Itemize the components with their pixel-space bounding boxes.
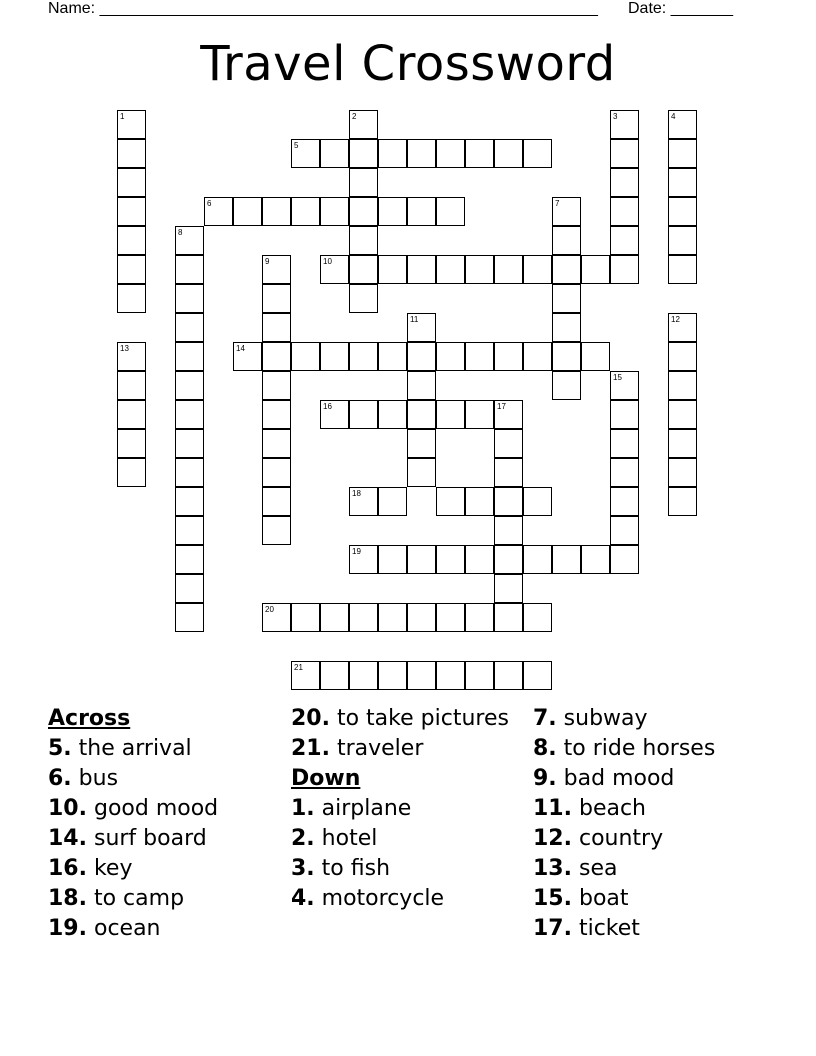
grid-cell[interactable]	[262, 313, 291, 342]
grid-cell[interactable]	[436, 603, 465, 632]
cell-number: 16	[323, 402, 332, 411]
clue-number: 18.	[48, 886, 87, 911]
grid-cell[interactable]	[175, 545, 204, 574]
grid-cell[interactable]	[175, 284, 204, 313]
grid-cell[interactable]	[668, 139, 697, 168]
clue-text: bad mood	[556, 766, 675, 791]
cell-number: 2	[352, 112, 357, 121]
grid-cell[interactable]	[262, 487, 291, 516]
clue-text: country	[571, 826, 664, 851]
grid-cell[interactable]	[610, 226, 639, 255]
grid-cell[interactable]	[494, 139, 523, 168]
grid-cell[interactable]	[494, 400, 523, 429]
clue-text: key	[86, 856, 133, 881]
grid-cell[interactable]	[668, 371, 697, 400]
grid-cell[interactable]	[465, 603, 494, 632]
clue-text: good mood	[86, 796, 219, 821]
clue-text: motorcycle	[314, 886, 445, 911]
grid-cell[interactable]	[262, 371, 291, 400]
clue-item	[291, 884, 527, 914]
grid-cell[interactable]	[581, 255, 610, 284]
grid-cell[interactable]	[175, 371, 204, 400]
grid-cell[interactable]	[523, 255, 552, 284]
cell-number: 15	[613, 373, 622, 382]
grid-cell[interactable]	[175, 574, 204, 603]
grid-cell[interactable]	[117, 139, 146, 168]
grid-cell[interactable]	[465, 545, 494, 574]
grid-cell[interactable]	[610, 400, 639, 429]
grid-cell[interactable]	[610, 458, 639, 487]
grid-cell[interactable]	[320, 603, 349, 632]
clue-number: 4.	[291, 886, 315, 911]
grid-cell[interactable]	[552, 197, 581, 226]
cell-number: 3	[613, 112, 618, 121]
grid-cell[interactable]	[378, 545, 407, 574]
grid-cell[interactable]	[668, 313, 697, 342]
grid-cell[interactable]	[494, 545, 523, 574]
grid-cell[interactable]	[175, 458, 204, 487]
grid-cell[interactable]	[349, 197, 378, 226]
grid-cell[interactable]	[436, 487, 465, 516]
clue-item	[48, 854, 284, 884]
clue-number: 5.	[48, 736, 72, 761]
grid-cell[interactable]	[291, 197, 320, 226]
grid-cell[interactable]	[407, 313, 436, 342]
clue-number: 21.	[291, 736, 330, 761]
grid-cell[interactable]	[349, 139, 378, 168]
grid-cell[interactable]	[233, 197, 262, 226]
clue-number: 12.	[533, 826, 572, 851]
grid-cell[interactable]	[378, 139, 407, 168]
clue-number: 16.	[48, 856, 87, 881]
grid-cell[interactable]	[175, 603, 204, 632]
grid-cell[interactable]	[117, 226, 146, 255]
grid-cell[interactable]	[581, 342, 610, 371]
grid-cell[interactable]	[494, 255, 523, 284]
grid-cell[interactable]	[523, 342, 552, 371]
grid-cell[interactable]	[262, 516, 291, 545]
clue-number: 13.	[533, 856, 572, 881]
grid-cell[interactable]	[494, 458, 523, 487]
grid-cell[interactable]	[494, 661, 523, 690]
grid-cell[interactable]	[668, 400, 697, 429]
clue-item	[533, 854, 769, 884]
cell-number: 11	[410, 315, 419, 324]
clue-item	[48, 914, 284, 944]
grid-cell[interactable]	[668, 255, 697, 284]
name-field-label[interactable]: Name: ________________________________________________________	[48, 0, 598, 17]
grid-cell[interactable]	[175, 429, 204, 458]
grid-cell[interactable]	[494, 603, 523, 632]
cell-number: 19	[352, 547, 361, 556]
grid-cell[interactable]	[668, 487, 697, 516]
grid-cell[interactable]	[378, 197, 407, 226]
grid-cell[interactable]	[494, 574, 523, 603]
grid-cell[interactable]	[407, 458, 436, 487]
grid-cell[interactable]	[175, 313, 204, 342]
grid-cell[interactable]	[117, 255, 146, 284]
grid-cell[interactable]	[436, 255, 465, 284]
grid-cell[interactable]	[378, 342, 407, 371]
grid-cell[interactable]	[668, 458, 697, 487]
grid-cell[interactable]	[494, 342, 523, 371]
grid-cell[interactable]	[262, 429, 291, 458]
clue-item	[48, 884, 284, 914]
clue-number: 17.	[533, 916, 572, 941]
clue-number: 14.	[48, 826, 87, 851]
clue-number: 10.	[48, 796, 87, 821]
grid-cell[interactable]	[465, 400, 494, 429]
clue-number: 1.	[291, 796, 315, 821]
clue-number: 6.	[48, 766, 72, 791]
clue-number: 7.	[533, 706, 557, 731]
grid-cell[interactable]	[291, 139, 320, 168]
grid-cell[interactable]	[407, 429, 436, 458]
grid-cell[interactable]	[523, 487, 552, 516]
grid-cell[interactable]	[465, 487, 494, 516]
grid-cell[interactable]	[523, 661, 552, 690]
grid-cell[interactable]	[349, 284, 378, 313]
cell-number: 13	[120, 344, 129, 353]
cell-number: 1	[120, 112, 125, 121]
clue-text: traveler	[329, 736, 424, 761]
grid-cell[interactable]	[262, 342, 291, 371]
grid-cell[interactable]	[320, 342, 349, 371]
clue-item	[48, 764, 284, 794]
grid-cell[interactable]	[436, 342, 465, 371]
grid-cell[interactable]	[378, 661, 407, 690]
cell-number: 12	[671, 315, 680, 324]
clue-number: 20.	[291, 706, 330, 731]
cell-number: 5	[294, 141, 299, 150]
clue-item	[533, 764, 769, 794]
grid-cell[interactable]	[349, 661, 378, 690]
clue-item	[533, 794, 769, 824]
grid-cell[interactable]	[175, 342, 204, 371]
grid-cell[interactable]	[262, 255, 291, 284]
clue-text: surf board	[86, 826, 207, 851]
cell-number: 18	[352, 489, 361, 498]
grid-cell[interactable]	[436, 545, 465, 574]
clue-text: boat	[571, 886, 629, 911]
cell-number: 17	[497, 402, 506, 411]
grid-cell[interactable]	[291, 603, 320, 632]
grid-cell[interactable]	[233, 342, 262, 371]
clue-column-1	[48, 704, 284, 944]
clue-item	[533, 914, 769, 944]
grid-cell[interactable]	[407, 255, 436, 284]
clue-item	[48, 734, 284, 764]
grid-cell[interactable]	[291, 661, 320, 690]
clue-item	[533, 884, 769, 914]
clue-item	[533, 824, 769, 854]
grid-cell[interactable]	[610, 110, 639, 139]
grid-cell[interactable]	[552, 371, 581, 400]
cell-number: 14	[236, 344, 245, 353]
grid-cell[interactable]	[204, 197, 233, 226]
grid-cell[interactable]	[349, 487, 378, 516]
cell-number: 21	[294, 663, 303, 672]
grid-cell[interactable]	[117, 371, 146, 400]
grid-cell[interactable]	[175, 255, 204, 284]
grid-cell[interactable]	[117, 429, 146, 458]
clue-text: beach	[571, 796, 646, 821]
grid-cell[interactable]	[320, 661, 349, 690]
grid-cell[interactable]	[523, 139, 552, 168]
cell-number: 9	[265, 257, 270, 266]
grid-cell[interactable]	[291, 342, 320, 371]
grid-cell[interactable]	[175, 516, 204, 545]
clue-column-2	[291, 704, 527, 914]
across-heading: Across	[48, 706, 131, 731]
grid-cell[interactable]	[262, 603, 291, 632]
down-heading: Down	[291, 766, 361, 791]
grid-cell[interactable]	[552, 255, 581, 284]
grid-cell[interactable]	[320, 400, 349, 429]
page-title: Travel Crossword	[200, 36, 616, 92]
grid-cell[interactable]	[668, 110, 697, 139]
clue-number: 2.	[291, 826, 315, 851]
grid-cell[interactable]	[552, 342, 581, 371]
grid-cell[interactable]	[610, 487, 639, 516]
clue-item	[291, 794, 527, 824]
grid-cell[interactable]	[320, 139, 349, 168]
grid-cell[interactable]	[407, 400, 436, 429]
grid-cell[interactable]	[349, 226, 378, 255]
grid-cell[interactable]	[349, 255, 378, 284]
grid-cell[interactable]	[407, 197, 436, 226]
grid-cell[interactable]	[175, 226, 204, 255]
clue-text: airplane	[314, 796, 412, 821]
grid-cell[interactable]	[262, 197, 291, 226]
grid-cell[interactable]	[494, 516, 523, 545]
clue-text: ticket	[571, 916, 640, 941]
clue-item	[48, 794, 284, 824]
grid-cell[interactable]	[407, 342, 436, 371]
grid-cell[interactable]	[668, 429, 697, 458]
clue-number: 19.	[48, 916, 87, 941]
grid-cell[interactable]	[407, 603, 436, 632]
grid-cell[interactable]	[349, 400, 378, 429]
cell-number: 6	[207, 199, 212, 208]
grid-cell[interactable]	[349, 545, 378, 574]
grid-cell[interactable]	[552, 545, 581, 574]
clue-text: sea	[571, 856, 618, 881]
grid-cell[interactable]	[175, 487, 204, 516]
grid-cell[interactable]	[610, 371, 639, 400]
grid-cell[interactable]	[378, 255, 407, 284]
grid-cell[interactable]	[117, 110, 146, 139]
clue-text: subway	[556, 706, 648, 731]
grid-cell[interactable]	[465, 139, 494, 168]
grid-cell[interactable]	[552, 284, 581, 313]
grid-cell[interactable]	[436, 661, 465, 690]
grid-cell[interactable]	[378, 603, 407, 632]
grid-cell[interactable]	[465, 661, 494, 690]
clue-number: 15.	[533, 886, 572, 911]
grid-cell[interactable]	[378, 400, 407, 429]
cell-number: 20	[265, 605, 274, 614]
clue-text: to camp	[86, 886, 185, 911]
grid-cell[interactable]	[494, 429, 523, 458]
grid-cell[interactable]	[117, 342, 146, 371]
clue-text: hotel	[314, 826, 378, 851]
grid-cell[interactable]	[320, 197, 349, 226]
grid-cell[interactable]	[552, 226, 581, 255]
grid-cell[interactable]	[117, 458, 146, 487]
clue-number: 3.	[291, 856, 315, 881]
grid-cell[interactable]	[610, 197, 639, 226]
clue-text: to fish	[314, 856, 391, 881]
grid-cell[interactable]	[523, 603, 552, 632]
clue-number: 9.	[533, 766, 557, 791]
grid-cell[interactable]	[610, 429, 639, 458]
grid-cell[interactable]	[465, 342, 494, 371]
clue-item	[291, 824, 527, 854]
grid-cell[interactable]	[407, 139, 436, 168]
grid-cell[interactable]	[668, 197, 697, 226]
grid-cell[interactable]	[349, 342, 378, 371]
grid-cell[interactable]	[610, 545, 639, 574]
clue-text: to take pictures	[329, 706, 509, 731]
grid-cell[interactable]	[378, 487, 407, 516]
clue-item	[48, 824, 284, 854]
grid-cell[interactable]	[668, 342, 697, 371]
grid-cell[interactable]	[349, 168, 378, 197]
grid-cell[interactable]	[581, 545, 610, 574]
grid-cell[interactable]	[668, 226, 697, 255]
date-field-label[interactable]: Date: _______	[628, 0, 733, 17]
grid-cell[interactable]	[668, 168, 697, 197]
clue-text: bus	[71, 766, 119, 791]
cell-number: 8	[178, 228, 183, 237]
grid-cell[interactable]	[320, 255, 349, 284]
clue-number: 8.	[533, 736, 557, 761]
clue-item	[291, 854, 527, 884]
grid-cell[interactable]	[349, 110, 378, 139]
grid-cell[interactable]	[552, 313, 581, 342]
grid-cell[interactable]	[117, 284, 146, 313]
clue-text: the arrival	[71, 736, 192, 761]
grid-cell[interactable]	[610, 139, 639, 168]
grid-cell[interactable]	[465, 255, 494, 284]
grid-cell[interactable]	[610, 255, 639, 284]
clue-item	[533, 734, 769, 764]
grid-cell[interactable]	[523, 545, 552, 574]
grid-cell[interactable]	[262, 458, 291, 487]
clue-text: to ride horses	[556, 736, 716, 761]
grid-cell[interactable]	[436, 400, 465, 429]
cell-number: 7	[555, 199, 560, 208]
grid-cell[interactable]	[117, 197, 146, 226]
cell-number: 10	[323, 257, 332, 266]
grid-cell[interactable]	[262, 284, 291, 313]
grid-cell[interactable]	[117, 400, 146, 429]
grid-cell[interactable]	[407, 661, 436, 690]
grid-cell[interactable]	[407, 371, 436, 400]
clue-number: 11.	[533, 796, 572, 821]
grid-cell[interactable]	[610, 516, 639, 545]
clue-column-3	[533, 704, 769, 944]
grid-cell[interactable]	[262, 400, 291, 429]
grid-cell[interactable]	[407, 545, 436, 574]
grid-cell[interactable]	[436, 139, 465, 168]
clue-item	[291, 734, 527, 764]
grid-cell[interactable]	[175, 400, 204, 429]
clue-item	[291, 704, 527, 734]
grid-cell[interactable]	[349, 603, 378, 632]
grid-cell[interactable]	[436, 197, 465, 226]
grid-cell[interactable]	[494, 487, 523, 516]
grid-cell[interactable]	[610, 168, 639, 197]
clue-text: ocean	[86, 916, 161, 941]
grid-cell[interactable]	[117, 168, 146, 197]
clue-item	[533, 704, 769, 734]
cell-number: 4	[671, 112, 676, 121]
